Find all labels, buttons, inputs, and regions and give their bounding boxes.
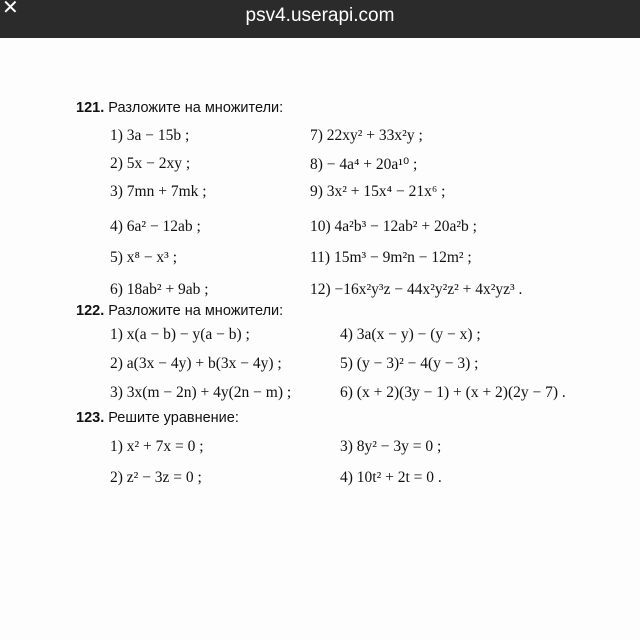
ex121-item-11: 11) 15m³ − 9m²n − 12m² ; [310,249,472,266]
ex121-item-3: 3) 7mn + 7mk ; [110,183,207,200]
exercise-123-number: 123. [76,410,105,426]
ex122-item-3: 3) 3x(m − 2n) + 4y(2n − m) ; [110,384,292,401]
ex123-item-4: 4) 10t² + 2t = 0 . [340,469,442,486]
ex121-item-1: 1) 3a − 15b ; [110,127,190,144]
ex122-item-4: 4) 3a(x − y) − (y − x) ; [340,326,481,343]
ex122-item-1: 1) x(a − b) − y(a − b) ; [110,326,250,343]
exercise-123-title: Решите уравнение: [108,410,239,426]
ex121-item-8: 8) − 4a⁴ + 20a¹⁰ ; [310,156,418,173]
ex122-item-2: 2) a(3x − 4y) + b(3x − 4y) ; [110,355,282,372]
exercise-122-number: 122. [76,303,105,319]
ex121-item-12: 12) −16x²y³z − 44x²y²z² + 4x²yz³ . [310,281,523,298]
ex122-item-5: 5) (y − 3)² − 4(y − 3) ; [340,355,479,372]
textbook-page [0,38,640,640]
ex121-item-2: 2) 5x − 2xy ; [110,155,191,172]
ex123-item-1: 1) x² + 7x = 0 ; [110,438,204,455]
url-label: psv4.userapi.com [245,5,395,26]
ex121-item-9: 9) 3x² + 15x⁴ − 21x⁶ ; [310,183,446,200]
exercise-122-title: Разложите на множители: [108,303,284,319]
ex123-item-2: 2) z² − 3z = 0 ; [110,469,202,486]
ex121-item-5: 5) x⁸ − x³ ; [110,249,178,266]
close-icon[interactable]: ✕ [2,0,19,19]
exercise-121-title: Разложите на множители: [108,100,284,116]
ex122-item-6: 6) (x + 2)(3y − 1) + (x + 2)(2y − 7) . [340,384,566,401]
exercise-123-heading [76,410,239,426]
ex121-item-4: 4) 6a² − 12ab ; [110,218,201,235]
exercise-121-number: 121. [76,100,105,116]
exercise-121-heading [76,100,283,116]
exercise-122-heading [76,303,283,319]
ex123-item-3: 3) 8y² − 3y = 0 ; [340,438,442,455]
browser-toolbar [0,0,640,38]
ex121-item-10: 10) 4a²b³ − 12ab² + 20a²b ; [310,218,477,235]
ex121-item-7: 7) 22xy² + 33x²y ; [310,127,423,144]
ex121-item-6: 6) 18ab² + 9ab ; [110,281,209,298]
